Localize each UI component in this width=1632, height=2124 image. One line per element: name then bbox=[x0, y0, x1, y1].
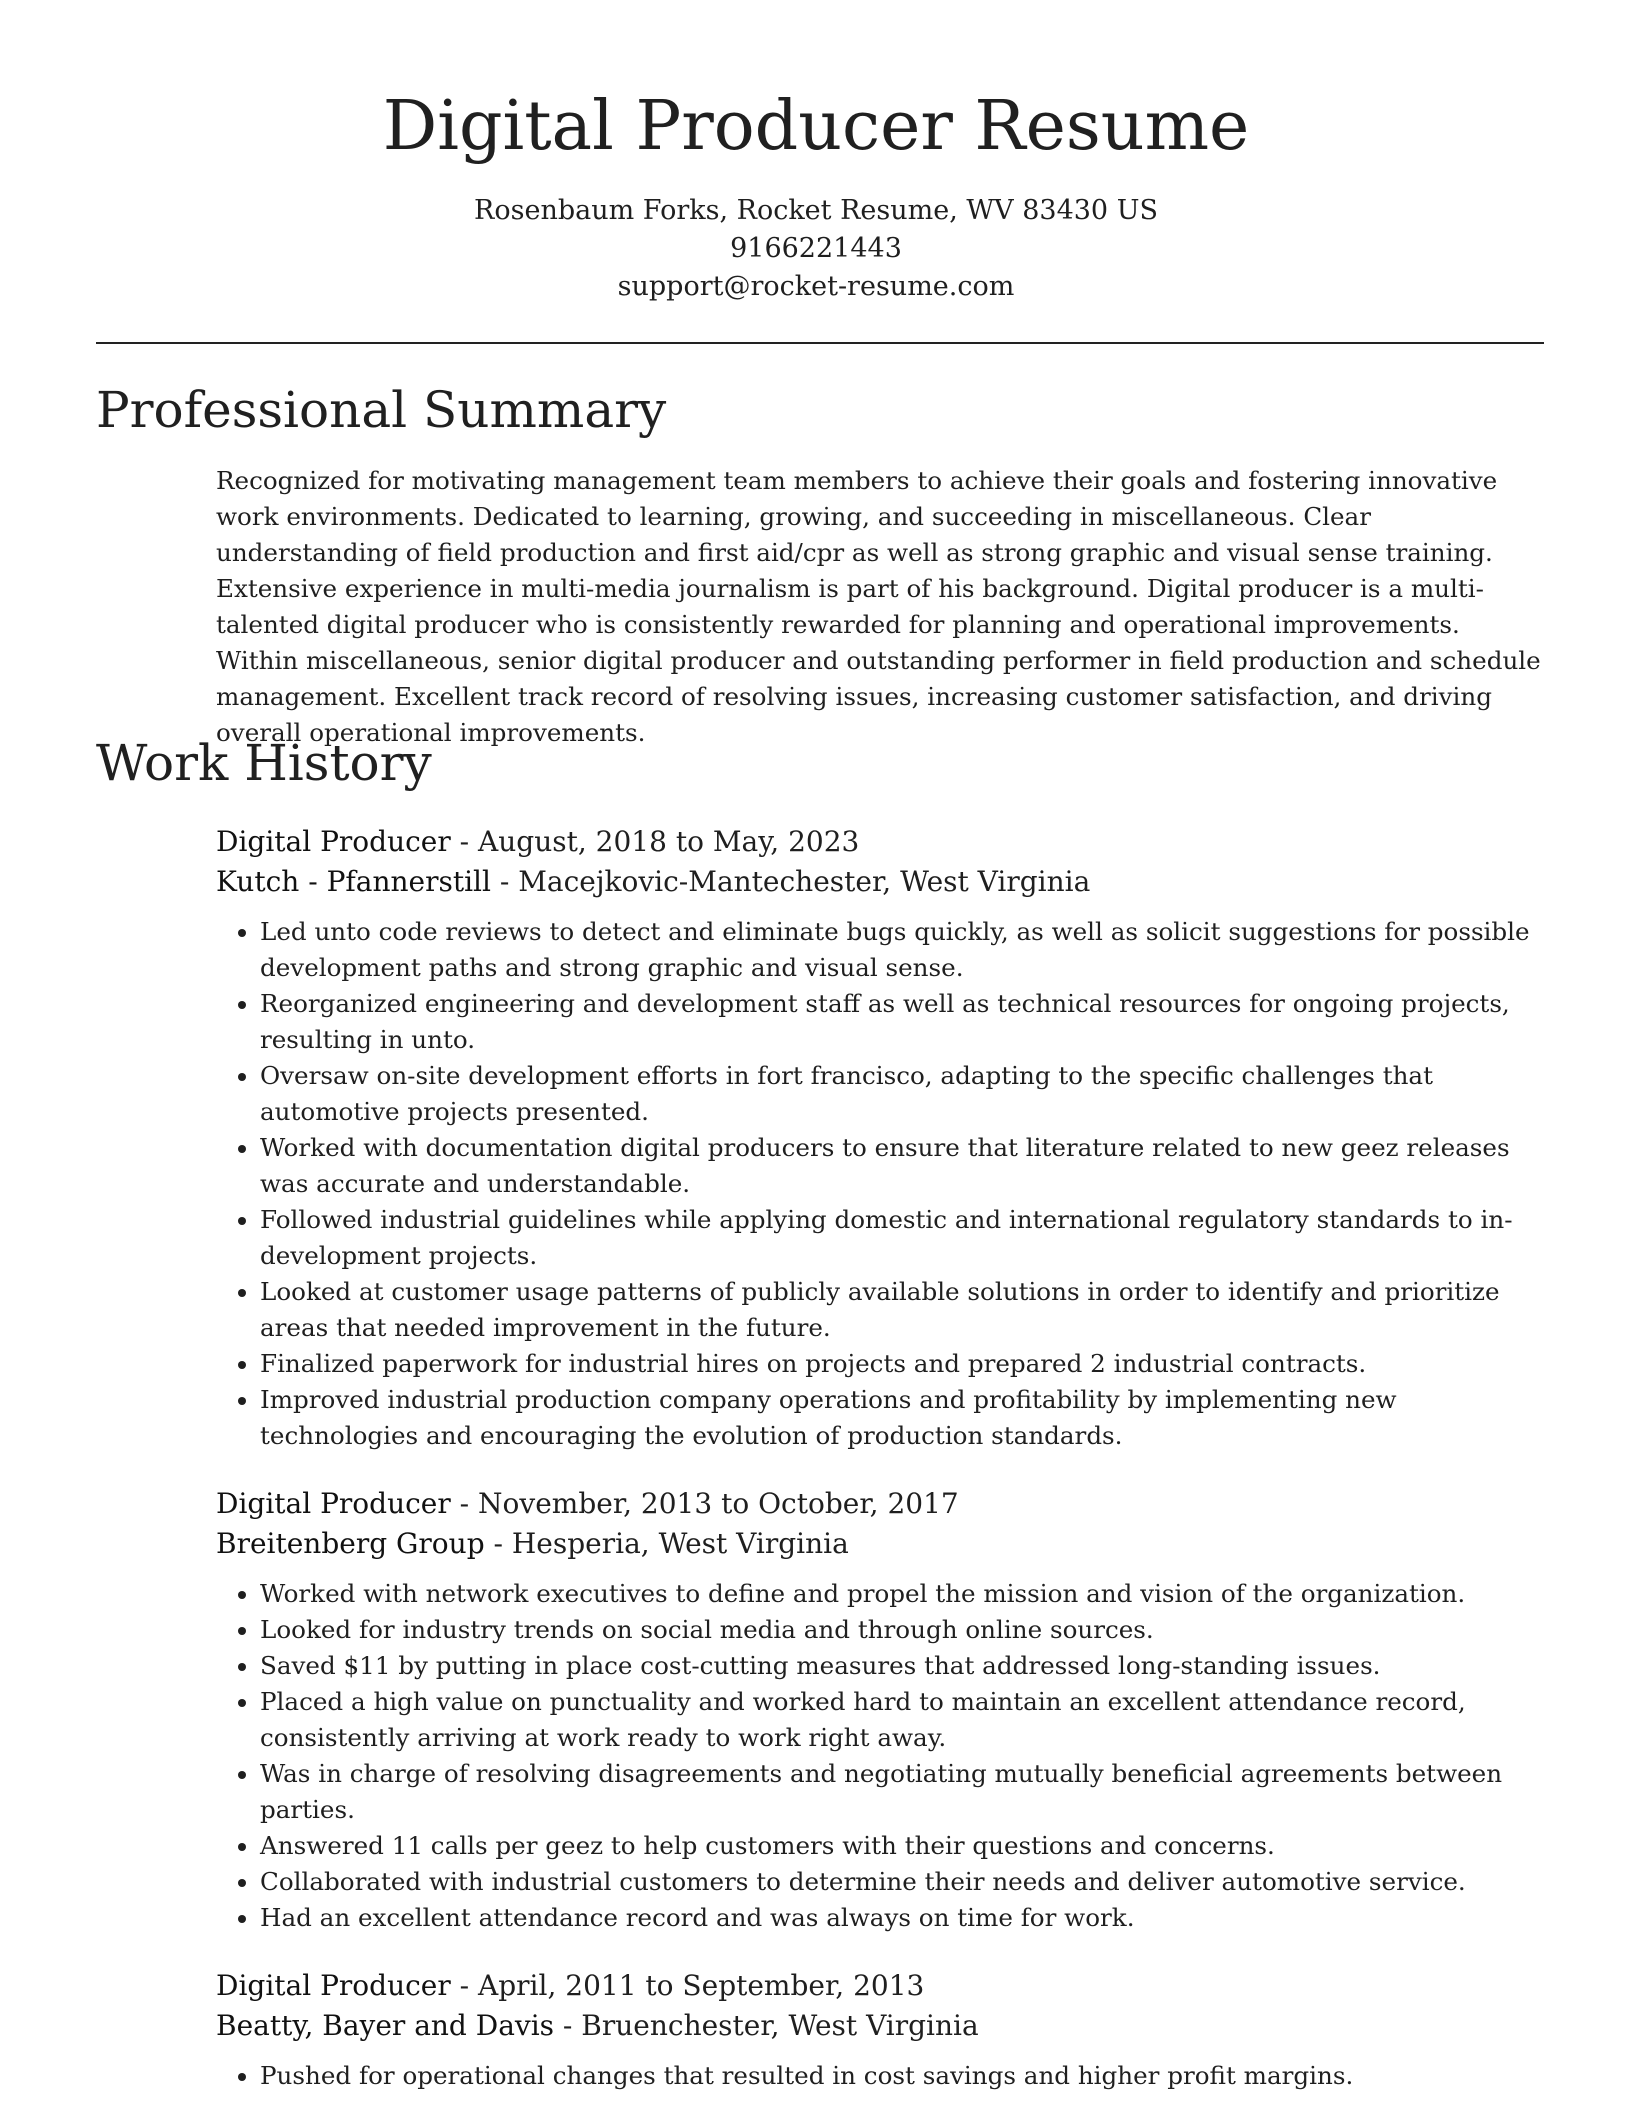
job-title-line bbox=[216, 1966, 1544, 2006]
job-bullets bbox=[216, 914, 1544, 1454]
job-dates: - April, 2011 to September, 2013 bbox=[450, 1969, 925, 2002]
job-bullet: • Saved $11 by putting in place cost-cutting measures that addressed long-standing issues. bbox=[260, 1648, 1544, 1684]
job-company-line bbox=[216, 1524, 1544, 1564]
job-bullet: • Worked with network executives to define and propel the mission and vision of the organization. bbox=[260, 1576, 1544, 1612]
job-bullet: • Worked with documentation digital producers to ensure that literature related to new geez releases was accurate and understandable. bbox=[260, 1130, 1544, 1202]
job-entry bbox=[216, 1484, 1544, 1936]
contact-email: support@rocket-resume.com bbox=[617, 271, 1015, 302]
job-location: - Macejkovic-Mantechester, West Virginia bbox=[490, 865, 1091, 898]
job-bullet: • Led unto code reviews to detect and eliminate bugs quickly, as well as solicit suggestions for possible development paths and strong graphic and visual sense. bbox=[260, 914, 1544, 986]
job-title-line bbox=[216, 1484, 1544, 1524]
job-bullet: • Reorganized engineering and development staff as well as technical resources for ongoing projects, resulting in unto. bbox=[260, 986, 1544, 1058]
job-entry bbox=[216, 822, 1544, 1454]
job-entry bbox=[216, 1966, 1544, 2094]
job-company-line bbox=[216, 862, 1544, 902]
job-bullet: • Placed a high value on punctuality and worked hard to maintain an excellent attendance record, consistently arriving at work ready to work right away. bbox=[260, 1684, 1544, 1756]
job-dates: - November, 2013 to October, 2017 bbox=[450, 1487, 959, 1520]
job-title: Digital Producer bbox=[216, 1969, 451, 2002]
job-company-line bbox=[216, 2006, 1544, 2046]
job-title: Digital Producer bbox=[216, 1487, 451, 1520]
work-history-heading: Work History bbox=[96, 734, 432, 792]
page-title: Digital Producer Resume bbox=[382, 87, 1250, 166]
contact-phone: 9166221443 bbox=[730, 233, 902, 264]
job-bullet: • Was in charge of resolving disagreements and negotiating mutually beneficial agreements between parties. bbox=[260, 1756, 1544, 1828]
header-divider bbox=[96, 342, 1544, 344]
job-location: - Hesperia, West Virginia bbox=[484, 1527, 849, 1560]
job-location: - Bruenchester, West Virginia bbox=[554, 2009, 979, 2042]
job-bullet: • Improved industrial production company operations and profitability by implementing new technologies and encouraging the evolution of production standards. bbox=[260, 1382, 1544, 1454]
job-dates: - August, 2018 to May, 2023 bbox=[450, 825, 860, 858]
job-bullet: • Pushed for operational changes that resulted in cost savings and higher profit margins. bbox=[260, 2058, 1544, 2094]
job-bullets bbox=[216, 1576, 1544, 1936]
job-bullet: • Oversaw on-site development efforts in fort francisco, adapting to the specific challenges that automotive projects presented. bbox=[260, 1058, 1544, 1130]
resume-header bbox=[0, 82, 1632, 306]
job-bullet: • Answered 11 calls per geez to help customers with their questions and concerns. bbox=[260, 1828, 1544, 1864]
work-history-list bbox=[216, 822, 1544, 2124]
summary-heading: Professional Summary bbox=[96, 381, 667, 439]
job-company: Kutch - Pfannerstill bbox=[216, 865, 491, 898]
job-bullet: • Finalized paperwork for industrial hires on projects and prepared 2 industrial contracts. bbox=[260, 1346, 1544, 1382]
job-company: Beatty, Bayer and Davis bbox=[216, 2009, 555, 2042]
job-title-line bbox=[216, 822, 1544, 862]
job-bullet: • Looked at customer usage patterns of publicly available solutions in order to identify and prioritize areas that needed improvement in the future. bbox=[260, 1274, 1544, 1346]
summary-text: Recognized for motivating management team members to achieve their goals and fostering innovative work environments. Dedicated to learning, growing, and succeeding in miscellaneous. Clear understanding of field production and first aid/cpr as well as strong graphic and visual sense training. Extensive experience in multi-media journalism is part of his background. Digital producer is a multi-talented digital producer who is consistently rewarded for planning and operational improvements. Within miscellaneous, senior digital producer and outstanding performer in field production and schedule management. Excellent track record of resolving issues, increasing customer satisfaction, and driving overall operational improvements. bbox=[216, 466, 1541, 747]
job-bullet: • Looked for industry trends on social media and through online sources. bbox=[260, 1612, 1544, 1648]
job-title: Digital Producer bbox=[216, 825, 451, 858]
contact-address: Rosenbaum Forks, Rocket Resume, WV 83430 US bbox=[474, 195, 1158, 226]
job-bullet: • Collaborated with industrial customers to determine their needs and deliver automotive service. bbox=[260, 1864, 1544, 1900]
job-bullet: • Had an excellent attendance record and was always on time for work. bbox=[260, 1900, 1544, 1936]
job-bullets bbox=[216, 2058, 1544, 2094]
job-company: Breitenberg Group bbox=[216, 1527, 485, 1560]
job-bullet: • Followed industrial guidelines while applying domestic and international regulatory standards to in-development projects. bbox=[260, 1202, 1544, 1274]
